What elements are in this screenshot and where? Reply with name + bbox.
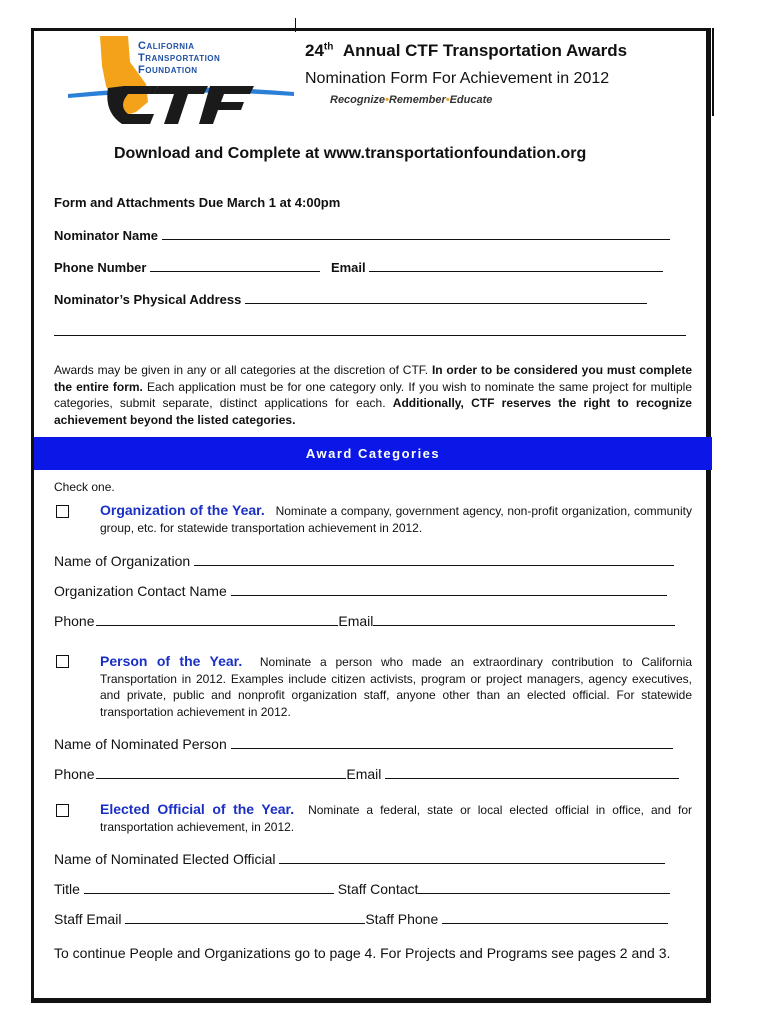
tagline-remember: Remember — [388, 94, 446, 106]
official-staff-row — [54, 911, 668, 927]
logo-line-1: California — [138, 40, 195, 52]
official-title-contact-row — [54, 881, 670, 897]
org-contact-field[interactable] — [231, 584, 667, 596]
official-checkbox[interactable] — [56, 804, 69, 817]
page-title — [305, 41, 627, 61]
phone-number-field[interactable] — [150, 260, 320, 272]
footer-note: To continue People and Organizations go to page 4. For Projects and Programs see pages 2 and 3. — [54, 945, 671, 961]
address-field[interactable] — [245, 292, 647, 304]
official-name-label: Name of Nominated Elected Official — [54, 851, 276, 867]
phone-email-row — [54, 260, 663, 275]
intro-text-1: Awards may be given in any or all categories at the discretion of CTF. — [54, 363, 429, 377]
intro-paragraph — [54, 362, 692, 428]
person-category — [100, 653, 692, 720]
person-description: Nominate a person who made an extraordinary contribution to California Transportation in 2012. Examples include citizen activists, program or project managers, agency executives, and private, public and nonprofit organization staff, anyone other than an elected official. For statewide transportation achievement in 2012. — [100, 655, 693, 719]
staff-contact-label: Staff Contact — [337, 881, 419, 897]
header-divider — [712, 28, 714, 116]
title-suffix: th — [323, 41, 334, 53]
person-name-row — [54, 736, 673, 752]
tagline — [330, 94, 492, 106]
org-name-field[interactable] — [194, 554, 674, 566]
nominator-name-label: Nominator Name — [54, 228, 159, 243]
header-tick — [295, 18, 296, 32]
award-categories-banner: Award Categories — [34, 437, 712, 470]
due-date: Form and Attachments Due March 1 at 4:00pm — [54, 195, 341, 210]
person-name-label: Name of Nominated Person — [54, 736, 227, 752]
address-label: Nominator’s Physical Address — [54, 292, 242, 307]
org-phone-email-row — [54, 613, 675, 629]
email-label: Email — [330, 260, 366, 275]
official-title-label: Title — [54, 881, 80, 897]
ctf-logo — [58, 32, 298, 132]
official-title: Elected Official of the Year. — [100, 801, 295, 817]
org-phone-label: Phone — [54, 613, 95, 629]
address-row — [54, 292, 647, 307]
tagline-recognize: Recognize — [330, 94, 386, 106]
official-description: Nominate a federal, state or local elected official in office, and for transportation achievement, in 2012. — [100, 803, 692, 834]
org-name-label: Name of Organization — [54, 553, 191, 569]
official-name-field[interactable] — [279, 852, 665, 864]
title-text: Annual CTF Transportation Awards — [342, 41, 628, 60]
org-email-label: Email — [338, 613, 374, 629]
address-field-line-2[interactable] — [54, 324, 686, 336]
staff-email-label: Staff Email — [54, 911, 122, 927]
official-name-row — [54, 851, 665, 867]
organization-category — [100, 502, 692, 536]
person-phone-email-row — [54, 766, 679, 782]
org-phone-field[interactable] — [96, 614, 338, 626]
person-phone-label: Phone — [54, 766, 95, 782]
bullet-icon: • — [445, 94, 450, 106]
person-phone-field[interactable] — [96, 767, 346, 779]
check-one-label: Check one. — [54, 480, 115, 494]
organization-checkbox[interactable] — [56, 505, 69, 518]
org-contact-row — [54, 583, 667, 599]
logo-wordmark — [138, 40, 220, 76]
staff-email-field[interactable] — [125, 912, 365, 924]
page-subtitle: Nomination Form For Achievement in 2012 — [305, 70, 610, 87]
person-checkbox[interactable] — [56, 655, 69, 668]
email-field[interactable] — [369, 260, 663, 272]
org-email-field[interactable] — [373, 614, 675, 626]
phone-number-label: Phone Number — [54, 260, 147, 275]
staff-contact-field[interactable] — [418, 882, 670, 894]
official-category — [100, 801, 692, 835]
staff-phone-label: Staff Phone — [365, 911, 439, 927]
title-number: 24 — [305, 41, 324, 60]
person-title: Person of the Year. — [100, 653, 243, 669]
bullet-icon: • — [385, 94, 389, 106]
download-heading: Download and Complete at www.transportationfoundation.org — [114, 145, 587, 162]
staff-phone-field[interactable] — [442, 912, 668, 924]
tagline-educate: Educate — [449, 94, 493, 106]
intro-text-2: In order to be considered you must complete the entire form. — [54, 363, 692, 394]
organization-title: Organization of the Year. — [100, 502, 265, 518]
logo-line-2: Transportation — [138, 52, 221, 64]
nominator-name-field[interactable] — [162, 228, 670, 240]
organization-description: Nominate a company, government agency, non-profit organization, community group, etc. for statewide transportation achievement in 2012. — [100, 504, 692, 535]
nominator-name-row — [54, 228, 670, 243]
official-title-field[interactable] — [84, 882, 334, 894]
org-contact-label: Organization Contact Name — [54, 583, 227, 599]
person-name-field[interactable] — [231, 737, 673, 749]
person-email-label: Email — [346, 766, 382, 782]
org-name-row — [54, 553, 674, 569]
logo-line-3: Foundation — [138, 64, 198, 76]
person-email-field[interactable] — [385, 767, 679, 779]
intro-text-4: Additionally, CTF reserves the right to recognize achievement beyond the listed categories. — [54, 396, 692, 427]
intro-text-3: Each application must be for one category only. If you wish to nominate the same project for multiple categories, submit separate, distinct applications for each. — [54, 379, 692, 410]
